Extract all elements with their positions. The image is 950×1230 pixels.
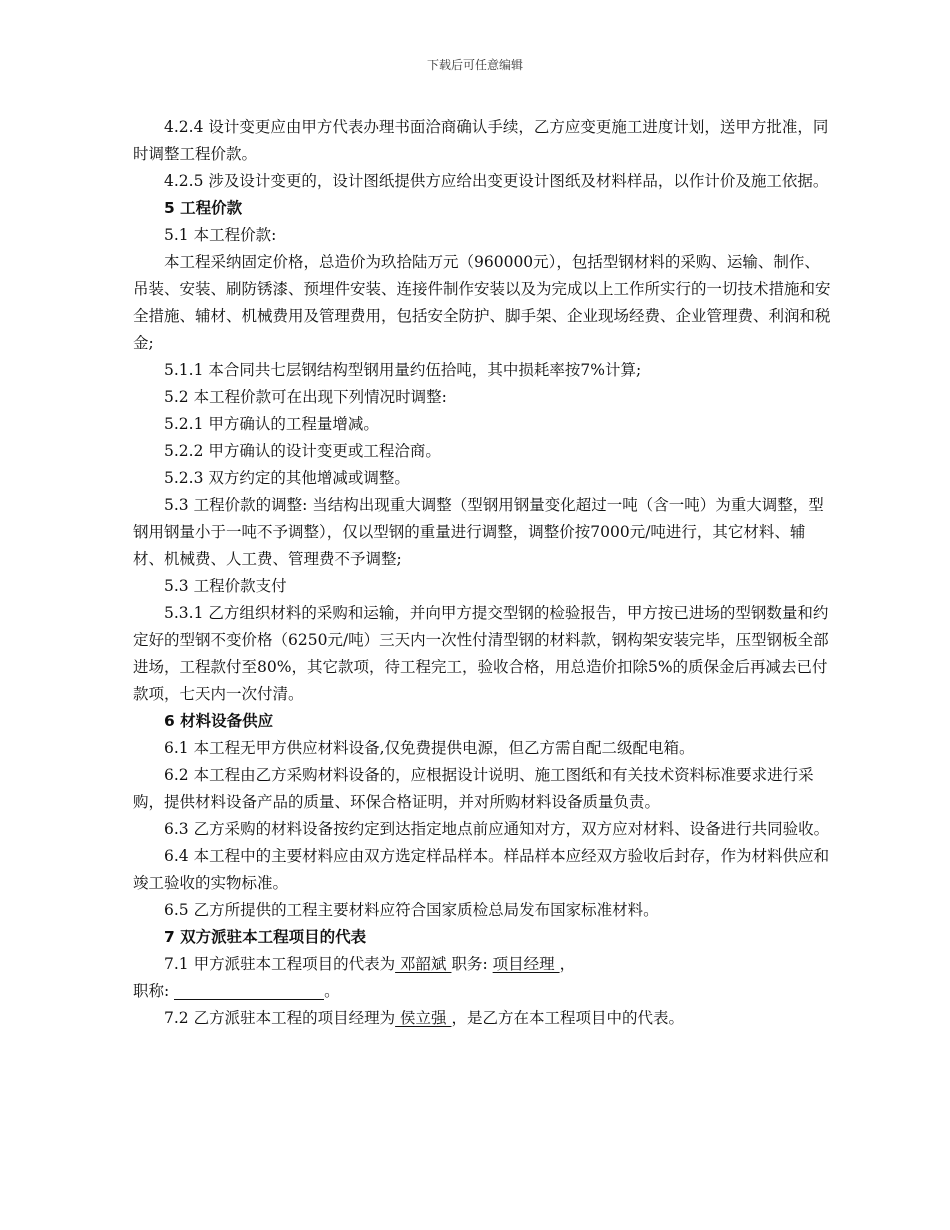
- clause-5-1: 5.1 本工程价款:: [164, 226, 277, 244]
- clause-7-2: [133, 1005, 833, 1032]
- clause-4-2-4: 4.2.4 设计变更应由甲方代表办理书面洽商确认手续，乙方应变更施工进度计划，送甲方批准，同时调整工程价款。: [133, 118, 829, 163]
- title-blank-line: [174, 981, 324, 1000]
- clause-6-5: 6.5 乙方所提供的工程主要材料应符合国家质检总局发布国家标准材料。: [164, 901, 659, 919]
- clause-5-2-1: 5.2.1 甲方确认的工程量增减。: [164, 415, 379, 433]
- clause-7-1: [133, 951, 833, 978]
- clause-7-1-comma: ，: [559, 955, 576, 973]
- clause-6-1: 6.1 本工程无甲方供应材料设备,仅免费提供电源，但乙方需自配二级配电箱。: [164, 739, 695, 757]
- contract-body: [133, 114, 833, 1032]
- page-header-note: 下载后可任意编辑: [426, 58, 523, 72]
- clause-7-1-end: 。: [324, 982, 340, 1000]
- clause-6-2: 6.2 本工程由乙方采购材料设备的，应根据设计说明、施工图纸和有关技术资料标准要求进行采购，提供材料设备产品的质量、环保合格证明，并对所购材料设备质量负责。: [133, 766, 814, 811]
- clause-5-3-1: 5.3.1 乙方组织材料的采购和运输，并向甲方提交型钢的检验报告，甲方按已进场的型钢数量和约定好的型钢不变价格（6250元/吨）三天内一次性付清型钢的材料款，钢构架安装完毕，压型钢板全部进场，工程款付至80%，其它款项，待工程完工，验收合格，用总造价扣除5%的质保金后再减去已付款项，七天内一次付清。: [133, 604, 829, 703]
- clause-7-2-suffix: ，是乙方在本工程项目中的代表。: [451, 1009, 684, 1027]
- clause-5-3-adjustment: 5.3 工程价款的调整: 当结构出现重大调整（型钢用钢量变化超过一吨（含一吨）为重大调整，型钢用钢量小于一吨不予调整），仅以型钢的重量进行调整，调整价按7000元/吨进行，其它材料、辅材、机械费、人工费、管理费不予调整;: [133, 496, 824, 568]
- clause-5-1-1: 5.1.1 本合同共七层钢结构型钢用量约伍拾吨，其中损耗率按7%计算;: [164, 361, 642, 379]
- section-heading-7: 7 双方派驻本工程项目的代表: [164, 928, 367, 946]
- section-heading-5: 5 工程价款: [164, 199, 243, 217]
- clause-4-2-5: 4.2.5 涉及设计变更的，设计图纸提供方应给出变更设计图纸及材料样品，以作计价及施工依据。: [164, 172, 829, 190]
- party-b-manager-name: 侯立强: [395, 1009, 452, 1027]
- clause-7-2-prefix: 7.2 乙方派驻本工程的项目经理为: [164, 1009, 396, 1027]
- section-heading-6: 6 材料设备供应: [164, 712, 274, 730]
- clause-7-1-title-line: [133, 978, 833, 1005]
- clause-5-2-3: 5.2.3 双方约定的其他增减或调整。: [164, 469, 410, 487]
- clause-6-3: 6.3 乙方采购的材料设备按约定到达指定地点前应通知对方，双方应对材料、设备进行共同验收。: [164, 820, 830, 838]
- clause-5-3-payment: 5.3 工程价款支付: [164, 577, 287, 595]
- clause-5-2-2: 5.2.2 甲方确认的设计变更或工程洽商。: [164, 442, 441, 460]
- position-label: 职务:: [451, 955, 488, 973]
- title-label: 职称:: [133, 982, 170, 1000]
- clause-7-1-prefix: 7.1 甲方派驻本工程项目的代表为: [164, 955, 396, 973]
- clause-5-1-body: 本工程采纳固定价格，总造价为玖拾陆万元（960000元），包括型钢材料的采购、运输、制作、吊装、安装、刷防锈漆、预埋件安装、连接件制作安装以及为完成以上工作所实行的一切技术措施和安全措施、辅材、机械费用及管理费用，包括安全防护、脚手架、企业现场经费、企业管理费、利润和税金;: [133, 253, 831, 352]
- clause-5-2: 5.2 本工程价款可在出现下列情况时调整:: [164, 388, 447, 406]
- party-a-rep-name: 邓韶斌: [395, 955, 452, 973]
- party-a-rep-position: 项目经理: [492, 955, 560, 973]
- clause-6-4: 6.4 本工程中的主要材料应由双方选定样品样本。样品样本应经双方验收后封存，作为材料供应和竣工验收的实物标准。: [133, 847, 830, 892]
